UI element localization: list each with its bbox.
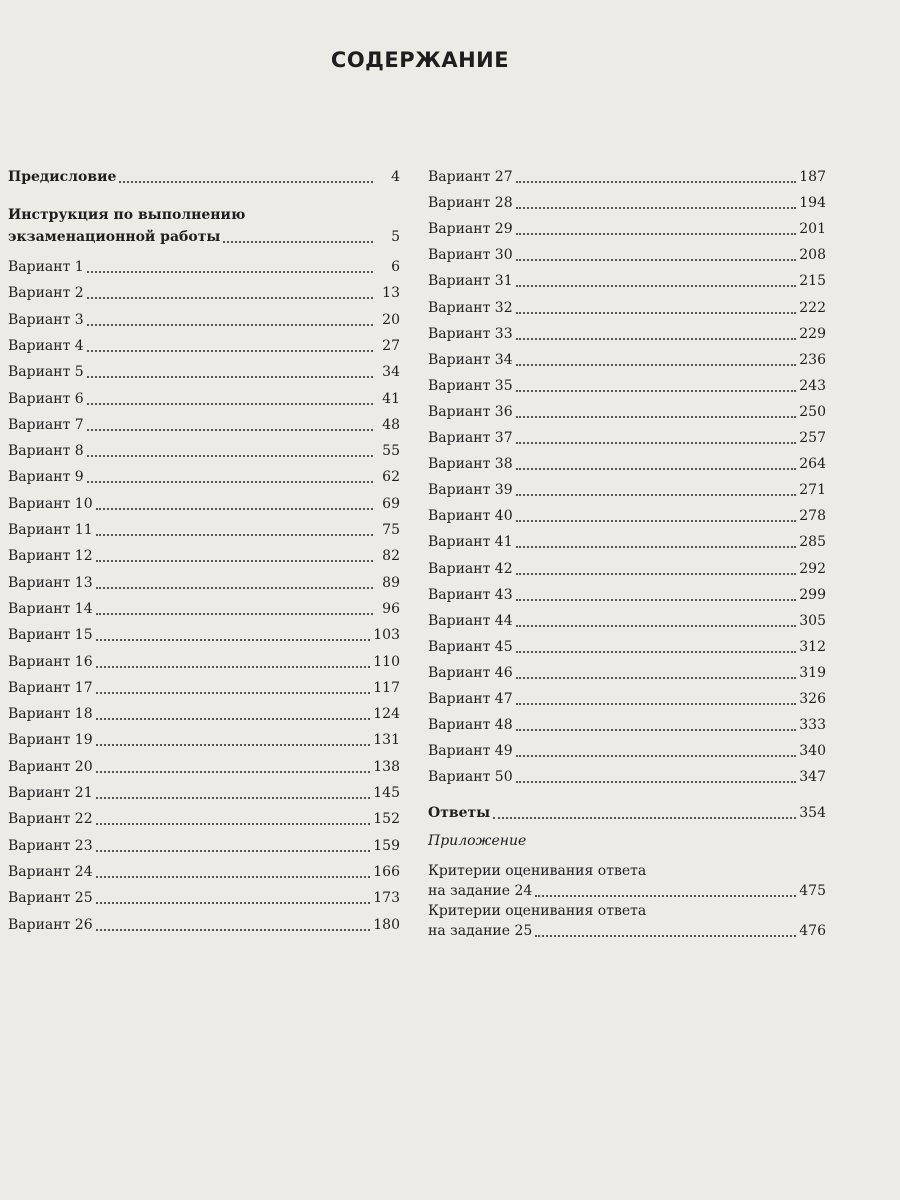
toc-entry-variant[interactable] [428, 738, 826, 760]
toc-entry-label: Вариант 32 [428, 299, 513, 316]
toc-entry-variant[interactable] [428, 268, 826, 290]
toc-entry-label: экзаменационной работы [8, 229, 221, 245]
dot-leader [87, 296, 373, 299]
toc-entry-variant[interactable] [8, 254, 400, 276]
toc-entry-label: Вариант 22 [8, 811, 93, 828]
toc-entry-label: Вариант 41 [428, 534, 513, 551]
toc-entry-label: Вариант 3 [8, 311, 84, 328]
toc-entry-label: Вариант 8 [8, 443, 84, 460]
toc-entry-variant[interactable] [8, 885, 400, 907]
dot-leader [87, 349, 373, 352]
dot-leader [87, 454, 373, 457]
dot-leader [96, 822, 371, 825]
toc-entry-criteria-25-line1: Критерии оценивания ответа [428, 903, 647, 919]
toc-entry-variant[interactable] [8, 438, 400, 460]
toc-entry-variant[interactable] [8, 754, 400, 776]
dot-leader [96, 533, 373, 536]
toc-entry-label: Вариант 16 [8, 653, 93, 670]
toc-entry-answers[interactable] [428, 800, 826, 822]
toc-entry-label: Вариант 13 [8, 574, 93, 591]
dot-leader [516, 572, 797, 575]
toc-entry-variant[interactable] [428, 660, 826, 682]
toc-entry-page: 152 [373, 811, 400, 828]
toc-entry-variant[interactable] [428, 164, 826, 186]
toc-entry-page: 145 [373, 785, 400, 801]
dot-leader [96, 559, 373, 562]
toc-entry-label: Предисловие [8, 169, 117, 185]
toc-entry-page: 173 [373, 890, 400, 907]
toc-entry-variant[interactable] [8, 675, 400, 697]
dot-leader [96, 901, 371, 904]
toc-entry-variant[interactable] [8, 464, 400, 486]
toc-entry-label: Вариант 9 [8, 469, 84, 486]
toc-entry-variant[interactable] [8, 727, 400, 749]
toc-entry-label: Вариант 36 [428, 403, 513, 420]
toc-entry-page: 299 [799, 586, 826, 603]
toc-entry-variant[interactable] [428, 347, 826, 369]
dot-leader [96, 849, 371, 852]
dot-leader [96, 796, 371, 799]
dot-leader [516, 493, 797, 496]
toc-entry-page: 138 [373, 758, 400, 775]
toc-entry-page: 166 [373, 863, 400, 880]
toc-entry-page: 96 [382, 600, 400, 617]
toc-entry-page: 354 [799, 805, 826, 821]
toc-entry-label: Вариант 15 [8, 627, 93, 644]
toc-entry-page: 475 [799, 883, 826, 899]
toc-entry-page: 215 [799, 273, 826, 290]
toc-entry-page: 13 [382, 285, 400, 302]
toc-entry-label: Вариант 2 [8, 285, 84, 302]
dot-leader [96, 928, 371, 931]
dot-leader [516, 284, 797, 287]
toc-entry-label: Вариант 30 [428, 247, 513, 264]
toc-entry-page: 20 [382, 311, 400, 328]
toc-entry-page: 82 [382, 548, 400, 565]
toc-entry-label: Вариант 11 [8, 522, 93, 538]
toc-entry-instruction-line1: Инструкция по выполнению [8, 207, 246, 223]
toc-entry-variant[interactable] [428, 608, 826, 630]
toc-entry-criteria-24-line1: Критерии оценивания ответа [428, 863, 647, 879]
toc-entry-page: 243 [799, 377, 826, 394]
toc-entry-label: Вариант 45 [428, 638, 513, 655]
toc-entry-variant[interactable] [428, 634, 826, 656]
toc-entry-page: 180 [373, 916, 400, 933]
toc-entry-variant[interactable] [428, 712, 826, 734]
toc-entry-variant[interactable] [8, 517, 400, 539]
toc-entry-label: Вариант 44 [428, 612, 513, 629]
toc-entry-label: Вариант 27 [428, 169, 513, 185]
toc-entry-preface[interactable] [8, 164, 400, 186]
toc-entry-page: 264 [799, 456, 826, 473]
dot-leader [96, 507, 373, 510]
toc-entry-page: 75 [382, 522, 400, 538]
page-title: СОДЕРЖАНИЕ [330, 48, 510, 72]
toc-entry-page: 89 [382, 574, 400, 591]
dot-leader [516, 415, 797, 418]
toc-entry-page: 69 [382, 495, 400, 512]
toc-entry-label: Вариант 25 [8, 890, 93, 907]
toc-entry-page: 194 [799, 195, 826, 212]
dot-leader [516, 519, 797, 522]
toc-entry-variant[interactable] [428, 373, 826, 395]
dot-leader [223, 240, 373, 243]
toc-entry-variant[interactable] [8, 359, 400, 381]
toc-entry-criteria-24[interactable] [428, 878, 826, 900]
toc-entry-page: 229 [799, 325, 826, 342]
dot-leader [493, 816, 796, 819]
dot-leader [96, 743, 371, 746]
toc-entry-label: Вариант 4 [8, 337, 84, 354]
toc-entry-page: 41 [382, 390, 400, 407]
toc-entry-label: Вариант 40 [428, 508, 513, 525]
toc-entry-variant[interactable] [8, 543, 400, 565]
toc-entry-label: Вариант 48 [428, 717, 513, 734]
toc-entry-page: 326 [799, 691, 826, 707]
dot-leader [119, 180, 373, 183]
toc-entry-page: 292 [799, 560, 826, 577]
toc-entry-label: Вариант 37 [428, 430, 513, 446]
toc-entry-variant[interactable] [8, 596, 400, 618]
toc-entry-variant[interactable] [8, 333, 400, 355]
dot-leader [96, 691, 371, 694]
toc-entry-label: Вариант 24 [8, 863, 93, 880]
dot-leader [516, 702, 797, 705]
toc-entry-page: 62 [382, 469, 400, 486]
dot-leader [96, 638, 371, 641]
dot-leader [535, 894, 796, 897]
toc-entry-variant[interactable] [428, 399, 826, 421]
toc-entry-label: Вариант 12 [8, 548, 93, 565]
toc-entry-page: 312 [799, 638, 826, 655]
dot-leader [516, 650, 797, 653]
toc-entry-variant[interactable] [428, 686, 826, 708]
appendix-heading: Приложение [428, 833, 527, 849]
toc-entry-label: Вариант 43 [428, 586, 513, 603]
toc-entry-label: Вариант 29 [428, 221, 513, 238]
toc-entry-page: 27 [382, 337, 400, 354]
toc-entry-page: 333 [799, 717, 826, 734]
toc-entry-label: Вариант 33 [428, 325, 513, 342]
dot-leader [87, 375, 373, 378]
toc-entry-variant[interactable] [8, 912, 400, 934]
dot-leader [516, 624, 797, 627]
toc-entry-variant[interactable] [8, 701, 400, 723]
toc-entry-criteria-25[interactable] [428, 918, 826, 940]
dot-leader [535, 934, 796, 937]
toc-entry-variant[interactable] [428, 764, 826, 786]
toc-entry-variant[interactable] [8, 280, 400, 302]
dot-leader [96, 612, 373, 615]
toc-entry-label: Ответы [428, 805, 491, 821]
toc-entry-label: Вариант 42 [428, 560, 513, 577]
dot-leader [96, 717, 371, 720]
toc-entry-page: 305 [799, 612, 826, 629]
toc-entry-page: 6 [391, 259, 400, 275]
toc-entry-variant[interactable] [428, 503, 826, 525]
toc-entry-label: Вариант 21 [8, 785, 93, 801]
toc-entry-variant[interactable] [8, 859, 400, 881]
toc-entry-variant[interactable] [8, 649, 400, 671]
toc-entry-page: 257 [799, 430, 826, 446]
dot-leader [96, 770, 371, 773]
dot-leader [516, 206, 797, 209]
dot-leader [516, 180, 797, 183]
dot-leader [516, 311, 797, 314]
toc-entry-page: 5 [391, 229, 400, 245]
dot-leader [516, 467, 797, 470]
toc-entry-page: 159 [373, 837, 400, 854]
dot-leader [96, 875, 371, 878]
toc-entry-label: Вариант 18 [8, 706, 93, 723]
toc-entry-variant[interactable] [428, 425, 826, 447]
toc-entry-page: 201 [799, 221, 826, 238]
toc-entry-label: Вариант 23 [8, 837, 93, 854]
toc-entry-variant[interactable] [428, 556, 826, 578]
toc-entry-label: Вариант 5 [8, 364, 84, 381]
toc-entry-page: 285 [799, 534, 826, 551]
toc-entry-variant[interactable] [428, 451, 826, 473]
toc-entry-variant[interactable] [8, 833, 400, 855]
toc-entry-page: 124 [373, 706, 400, 723]
toc-entry-page: 110 [373, 653, 400, 670]
dot-leader [87, 402, 373, 405]
toc-entry-page: 131 [373, 732, 400, 749]
dot-leader [516, 363, 797, 366]
toc-entry-page: 340 [799, 743, 826, 760]
toc-entry-label: на задание 24 [428, 883, 533, 899]
toc-entry-page: 271 [799, 482, 826, 499]
dot-leader [87, 428, 373, 431]
toc-entry-page: 347 [799, 769, 826, 786]
dot-leader [516, 232, 797, 235]
toc-entry-label: Вариант 46 [428, 664, 513, 681]
toc-entry-label: Вариант 49 [428, 743, 513, 760]
dot-leader [87, 323, 373, 326]
toc-entry-variant[interactable] [8, 491, 400, 513]
dot-leader [87, 270, 373, 273]
toc-entry-variant[interactable] [428, 321, 826, 343]
toc-entry-instruction[interactable] [8, 224, 400, 246]
toc-entry-variant[interactable] [428, 582, 826, 604]
toc-entry-label: Вариант 14 [8, 600, 93, 617]
toc-entry-variant[interactable] [428, 216, 826, 238]
toc-entry-label: Вариант 38 [428, 456, 513, 473]
toc-entry-page: 48 [382, 416, 400, 433]
toc-entry-page: 34 [382, 364, 400, 381]
toc-entry-label: Вариант 19 [8, 732, 93, 749]
toc-entry-label: Вариант 7 [8, 416, 84, 433]
toc-entry-variant[interactable] [8, 622, 400, 644]
toc-entry-page: 55 [382, 443, 400, 460]
toc-entry-variant[interactable] [428, 295, 826, 317]
toc-entry-label: Вариант 26 [8, 916, 93, 933]
toc-entry-page: 319 [799, 664, 826, 681]
toc-entry-page: 236 [799, 351, 826, 368]
toc-entry-page: 208 [799, 247, 826, 264]
toc-entry-label: Вариант 31 [428, 273, 513, 290]
toc-entry-variant[interactable] [8, 806, 400, 828]
toc-entry-label: Вариант 20 [8, 758, 93, 775]
toc-entry-label: Вариант 47 [428, 691, 513, 707]
toc-entry-variant[interactable] [428, 242, 826, 264]
toc-entry-label: Вариант 34 [428, 351, 513, 368]
toc-entry-variant[interactable] [8, 386, 400, 408]
toc-entry-page: 187 [799, 169, 826, 185]
toc-entry-variant[interactable] [8, 307, 400, 329]
toc-entry-variant[interactable] [428, 529, 826, 551]
dot-leader [516, 780, 797, 783]
toc-entry-label: Вариант 6 [8, 390, 84, 407]
toc-entry-label: Вариант 39 [428, 482, 513, 499]
toc-entry-label: Вариант 50 [428, 769, 513, 786]
dot-leader [96, 665, 371, 668]
toc-entry-label: Вариант 10 [8, 495, 93, 512]
dot-leader [516, 441, 797, 444]
dot-leader [96, 586, 373, 589]
toc-entry-variant[interactable] [428, 477, 826, 499]
toc-entry-label: Вариант 28 [428, 195, 513, 212]
dot-leader [516, 337, 797, 340]
toc-entry-variant[interactable] [8, 570, 400, 592]
dot-leader [516, 676, 797, 679]
dot-leader [516, 258, 797, 261]
toc-entry-page: 250 [799, 403, 826, 420]
toc-entry-page: 476 [799, 923, 826, 939]
toc-entry-variant[interactable] [8, 780, 400, 802]
dot-leader [516, 728, 797, 731]
toc-entry-label: Вариант 35 [428, 377, 513, 394]
toc-entry-page: 222 [799, 299, 826, 316]
toc-entry-label: на задание 25 [428, 923, 533, 939]
toc-entry-variant[interactable] [8, 412, 400, 434]
dot-leader [516, 545, 797, 548]
toc-entry-page: 103 [373, 627, 400, 644]
toc-entry-variant[interactable] [428, 190, 826, 212]
toc-entry-label: Вариант 17 [8, 679, 93, 696]
dot-leader [516, 389, 797, 392]
dot-leader [516, 754, 797, 757]
toc-entry-page: 278 [799, 508, 826, 525]
toc-entry-page: 4 [391, 169, 400, 185]
dot-leader [516, 598, 797, 601]
toc-entry-label: Вариант 1 [8, 259, 84, 275]
toc-entry-page: 117 [373, 679, 400, 696]
dot-leader [87, 480, 373, 483]
